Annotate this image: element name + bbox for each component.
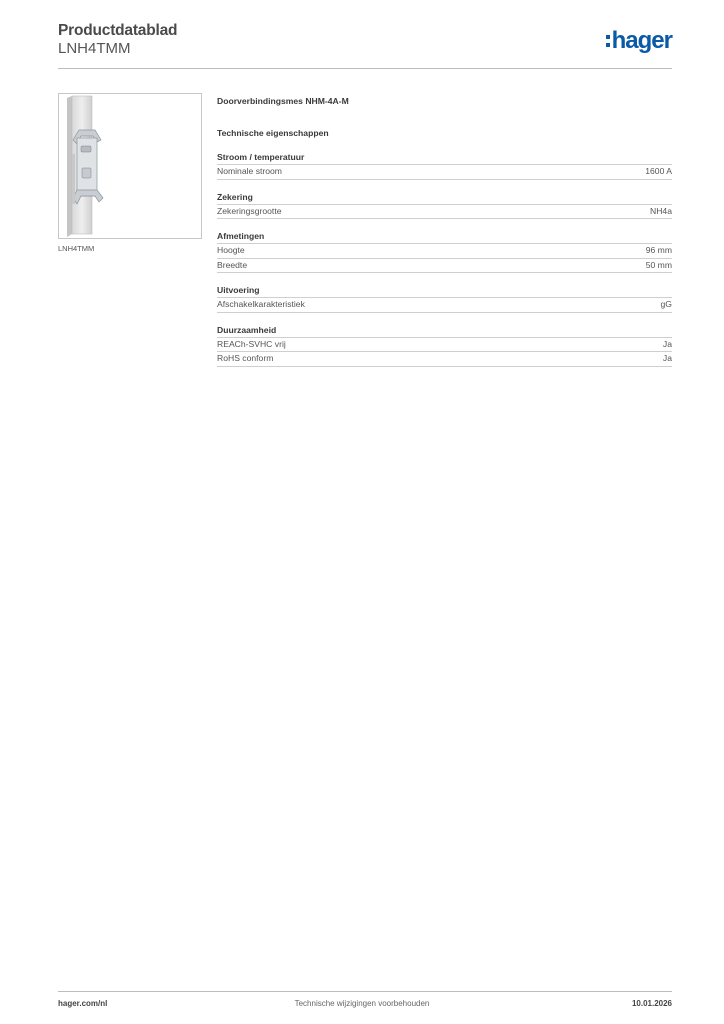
spec-label: Nominale stroom xyxy=(217,166,282,176)
section-title: Duurzaamheid xyxy=(217,325,672,338)
spec-row xyxy=(217,338,672,353)
page-title: Productdatablad xyxy=(58,22,178,39)
spec-label: Breedte xyxy=(217,259,248,270)
spec-section xyxy=(217,231,672,273)
spec-value: 1600 A xyxy=(645,166,672,176)
product-code: LNH4TMM xyxy=(58,40,131,57)
spec-section xyxy=(217,192,672,220)
section-title: Uitvoering xyxy=(217,285,672,298)
spec-label: Zekeringsgrootte xyxy=(217,205,282,216)
spec-section xyxy=(217,285,672,313)
spec-value: 50 mm xyxy=(645,259,672,270)
footer-disclaimer: Technische wijzigingen voorbehouden xyxy=(294,999,430,1008)
product-image xyxy=(58,93,202,239)
spec-value: Ja xyxy=(662,353,672,363)
spec-row xyxy=(217,352,672,367)
hager-logo xyxy=(606,29,672,53)
section-title: Stroom / temperatuur xyxy=(217,152,672,165)
spec-value: gG xyxy=(660,299,672,309)
spec-row xyxy=(217,298,672,313)
spec-content xyxy=(217,96,672,367)
spec-row xyxy=(217,165,672,180)
footer-divider xyxy=(58,991,672,992)
logo-dots-icon xyxy=(606,35,610,51)
section-title: Afmetingen xyxy=(217,231,672,244)
busbar-link-icon xyxy=(59,94,201,238)
spec-section xyxy=(217,325,672,367)
spec-label: RoHS conform xyxy=(217,353,274,363)
spec-value: Ja xyxy=(662,338,672,349)
footer-website-link[interactable]: hager.com/nl xyxy=(58,999,108,1008)
spec-label: REACh-SVHC vrij xyxy=(217,338,286,349)
spec-value: NH4a xyxy=(650,205,672,216)
spec-label: Afschakelkarakteristiek xyxy=(217,299,305,309)
product-name: Doorverbindingsmes NHM-4A-M xyxy=(217,96,349,106)
spec-section xyxy=(217,152,672,180)
spec-label: Hoogte xyxy=(217,245,245,255)
spec-row xyxy=(217,205,672,220)
image-caption: LNH4TMM xyxy=(58,244,95,253)
header-divider xyxy=(58,68,672,69)
footer-date: 10.01.2026 xyxy=(631,999,672,1008)
section-title: Zekering xyxy=(217,192,672,205)
spec-row xyxy=(217,244,672,259)
tech-heading: Technische eigenschappen xyxy=(217,128,329,138)
logo-text: hager xyxy=(611,27,672,54)
spec-value: 96 mm xyxy=(645,245,672,255)
spec-row xyxy=(217,259,672,274)
